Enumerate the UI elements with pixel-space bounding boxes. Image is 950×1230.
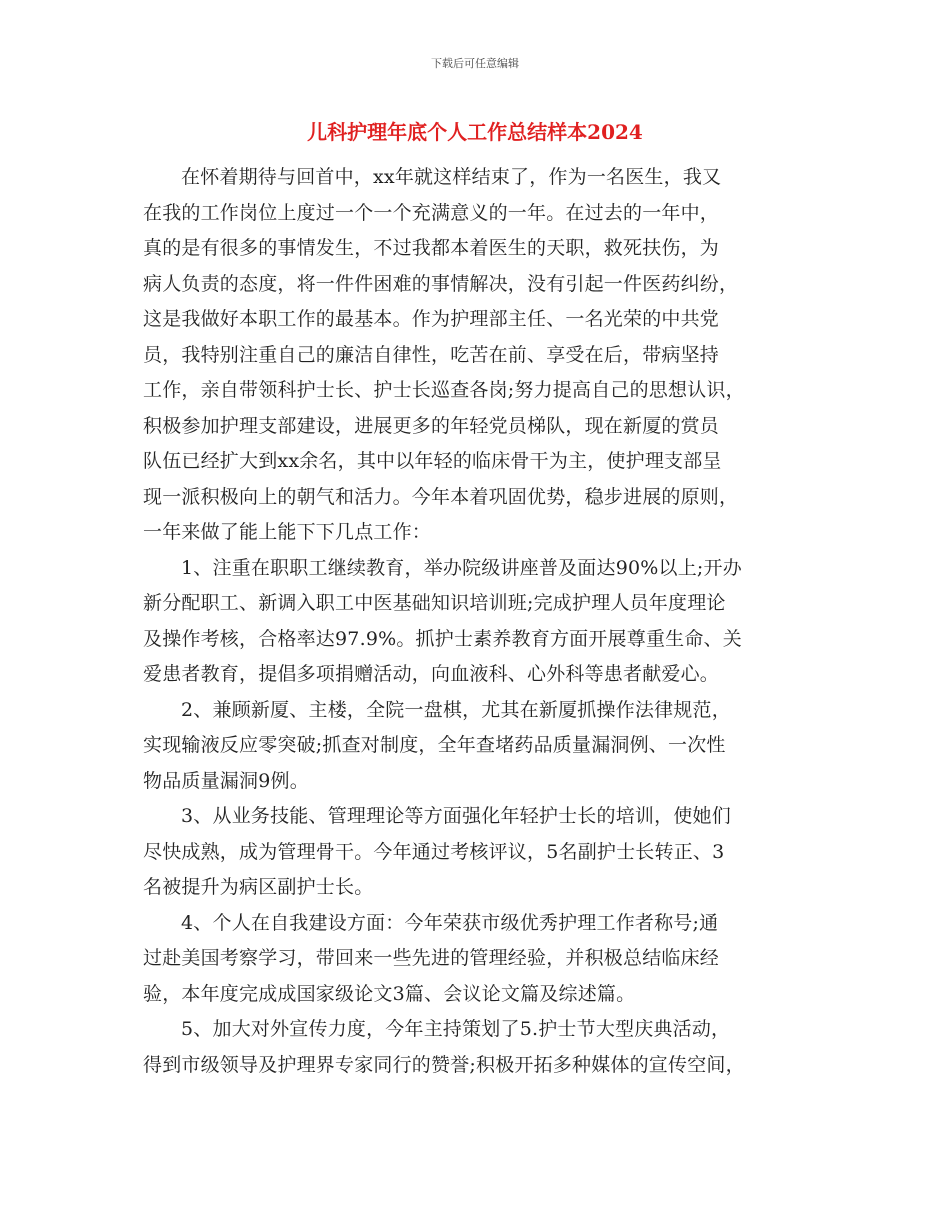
text-line: 工作，亲自带领科护士长、护士长巡查各岗;努力提高自己的思想认识， xyxy=(143,379,745,401)
text-line: 得到市级领导及护理界专家同行的赞誉;积极开拓多种媒体的宣传空间， xyxy=(143,1053,745,1076)
text-line: 名被提升为病区副护士长。 xyxy=(143,876,374,898)
text-line: 员，我特别注重自己的廉洁自律性，吃苦在前、享受在后，带病坚持 xyxy=(143,343,720,366)
text-line: 实现输液反应零突破;抓查对制度，全年查堵药品质量漏洞例、一次性 xyxy=(143,734,726,756)
text-line: 这是我做好本职工作的最基本。作为护理部主任、一名光荣的中共党 xyxy=(143,308,720,330)
text-line: 一年来做了能上能下下几点工作： xyxy=(143,521,432,543)
text-line: 过赴美国考察学习，带回来一些先进的管理经验，并积极总结临床经 xyxy=(143,947,720,969)
text-line: 爱患者教育，提倡多项捐赠活动，向血液科、心外科等患者献爱心。 xyxy=(143,663,720,685)
text-line: 1、注重在职职工继续教育，举办院级讲座普及面达90%以上;开办 xyxy=(181,556,742,579)
header-note: 下载后可任意编辑 xyxy=(431,57,519,70)
text-line: 4、个人在自我建设方面：今年荣获市级优秀护理工作者称号;通 xyxy=(181,911,719,934)
text-line: 队伍已经扩大到xx余名，其中以年轻的临床骨干为主，使护理支部呈 xyxy=(143,450,722,472)
text-line: 现一派积极向上的朝气和活力。今年本着巩固优势，稳步进展的原则， xyxy=(143,485,739,508)
text-line: 在怀着期待与回首中，xx年就这样结束了，作为一名医生，我又 xyxy=(181,166,722,188)
text-line: 5、加大对外宣传力度，今年主持策划了5.护士节大型庆典活动， xyxy=(181,1018,731,1040)
text-line: 病人负责的态度，将一件件困难的事情解决，没有引起一件医药纠纷， xyxy=(143,272,739,295)
text-line: 尽快成熟，成为管理骨干。今年通过考核评议，5名副护士长转正、3 xyxy=(143,840,725,863)
document-title: 儿科护理年底个人工作总结样本2024 xyxy=(307,120,643,144)
paragraph xyxy=(143,799,815,906)
paragraph xyxy=(143,551,815,693)
text-line: 新分配职工、新调入职工中医基础知识培训班;完成护理人员年度理论 xyxy=(143,592,726,614)
paragraph xyxy=(143,160,815,551)
text-line: 2、兼顾新厦、主楼，全院一盘棋，尤其在新厦抓操作法律规范， xyxy=(181,698,731,721)
text-line: 物品质量漏洞9例。 xyxy=(143,769,309,792)
document-body xyxy=(143,160,815,1083)
paragraph xyxy=(143,1012,815,1083)
text-line: 在我的工作岗位上度过一个一个充满意义的一年。在过去的一年中， xyxy=(143,201,720,224)
paragraph xyxy=(143,906,815,1013)
text-line: 真的是有很多的事情发生，不过我都本着医生的天职，救死扶伤，为 xyxy=(143,237,720,259)
text-line: 积极参加护理支部建设，进展更多的年轻党员梯队，现在新厦的赏员 xyxy=(143,414,720,437)
paragraph xyxy=(143,693,815,800)
text-line: 及操作考核，合格率达97.9%。抓护士素养教育方面开展尊重生命、关 xyxy=(143,627,742,650)
text-line: 验，本年度完成成国家级论文3篇、会议论文篇及综述篇。 xyxy=(143,982,636,1005)
text-line: 3、从业务技能、管理理论等方面强化年轻护士长的培训，使她们 xyxy=(181,805,731,827)
